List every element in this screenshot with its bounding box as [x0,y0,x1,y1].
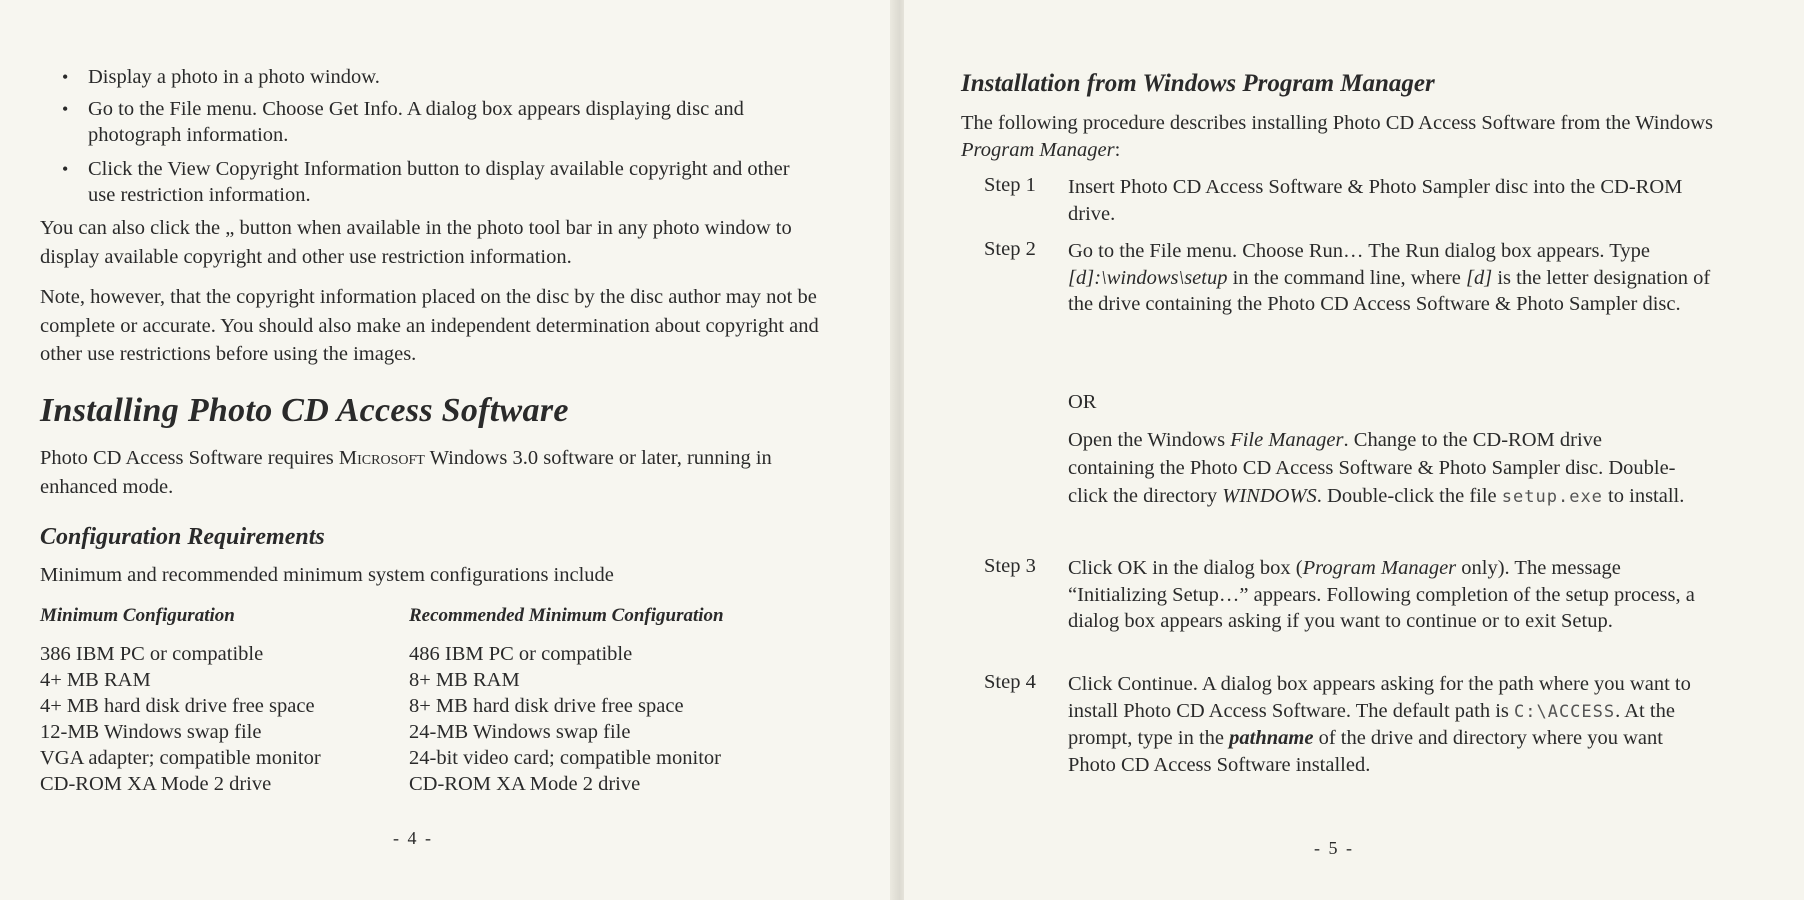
list-item: 486 IBM PC or compatible [409,643,633,665]
list-item: 8+ MB hard disk drive free space [409,695,684,717]
bullet-item: • Go to the File menu. Choose Get Info. A dialog box appears displaying disc and photograph information. [62,98,744,146]
installation-heading: Installation from Windows Program Manager [961,70,1435,97]
requirements-intro: Photo CD Access Software requires Microsoft Windows 3.0 software or later, running in enhanced mode. [40,447,772,498]
list-item: 24-MB Windows swap file [409,721,631,743]
bullet-icon: • [62,99,69,119]
step-text: Go to the File menu. Choose Run… The Run dialog box appears. Type [d]:\windows\setup in the command line, where [d] is the letter designation of the drive containing the Photo CD Access Software & Photo Sampler disc. [1068,240,1711,315]
minimum-config-header: Minimum Configuration [40,605,235,626]
installation-intro: The following procedure describes installing Photo CD Access Software from the Windows Program Manager: [961,112,1714,161]
recommended-config-list [409,641,721,797]
step-text: Click OK in the dialog box (Program Manager only). The message “Initializing Setup…” appears. Following completion of the setup process, a dialog box appears asking if you want to continue or to exit Setup. [1068,557,1695,632]
list-item: CD-ROM XA Mode 2 drive [409,773,641,795]
configuration-intro: Minimum and recommended minimum system configurations include [40,564,614,586]
bullet-item: • Click the View Copyright Information button to display available copyright and other use restriction information. [62,158,790,206]
bullet-icon: • [62,159,69,179]
list-item: 12-MB Windows swap file [40,721,262,743]
step-label: Step 4 [984,671,1036,693]
left-page [0,0,896,900]
list-item: 386 IBM PC or compatible [40,643,264,665]
list-item: 8+ MB RAM [409,669,520,691]
step-text: Insert Photo CD Access Software & Photo Sampler disc into the CD-ROM drive. [1068,176,1683,225]
step-label: Step 2 [984,238,1036,260]
recommended-config-header: Recommended Minimum Configuration [409,605,724,626]
section-heading: Installing Photo CD Access Software [40,392,569,429]
bullet-icon: • [62,67,69,87]
list-item: VGA adapter; compatible monitor [40,747,321,769]
step-label: Step 3 [984,555,1036,577]
list-item: 24-bit video card; compatible monitor [409,747,721,769]
minimum-config-list [40,641,321,797]
list-item: CD-ROM XA Mode 2 drive [40,773,272,795]
bullet-item: • Display a photo in a photo window. [62,66,380,88]
page-number: - 4 - [393,828,433,848]
page-number: - 5 - [1314,838,1354,858]
list-item: 4+ MB hard disk drive free space [40,695,315,717]
copyright-note-paragraph: Note, however, that the copyright information placed on the disc by the disc author may not be complete or accurate. You should also make an independent determination about copyright and other use restrictions before using the images. [40,286,819,365]
step-label: Step 1 [984,174,1036,196]
step-text: Click Continue. A dialog box appears asking for the path where you want to install Photo CD Access Software. The default path is C:\ACCESS. At the prompt, type in the pathname of the drive and directory where you want Photo CD Access Software installed. [1068,673,1691,776]
subsection-heading: Configuration Requirements [40,524,325,550]
alternative-instructions: Open the Windows File Manager. Change to the CD-ROM drive containing the Photo CD Access Software & Photo Sampler disc. Double-click the directory WINDOWS. Double-click the file setup.exe to install. [1068,429,1685,507]
or-label: OR [1068,391,1097,413]
list-item: 4+ MB RAM [40,669,151,691]
copyright-button-paragraph: You can also click the „ button when available in the photo tool bar in any photo window to display available copyright and other use restriction information. [40,217,792,268]
